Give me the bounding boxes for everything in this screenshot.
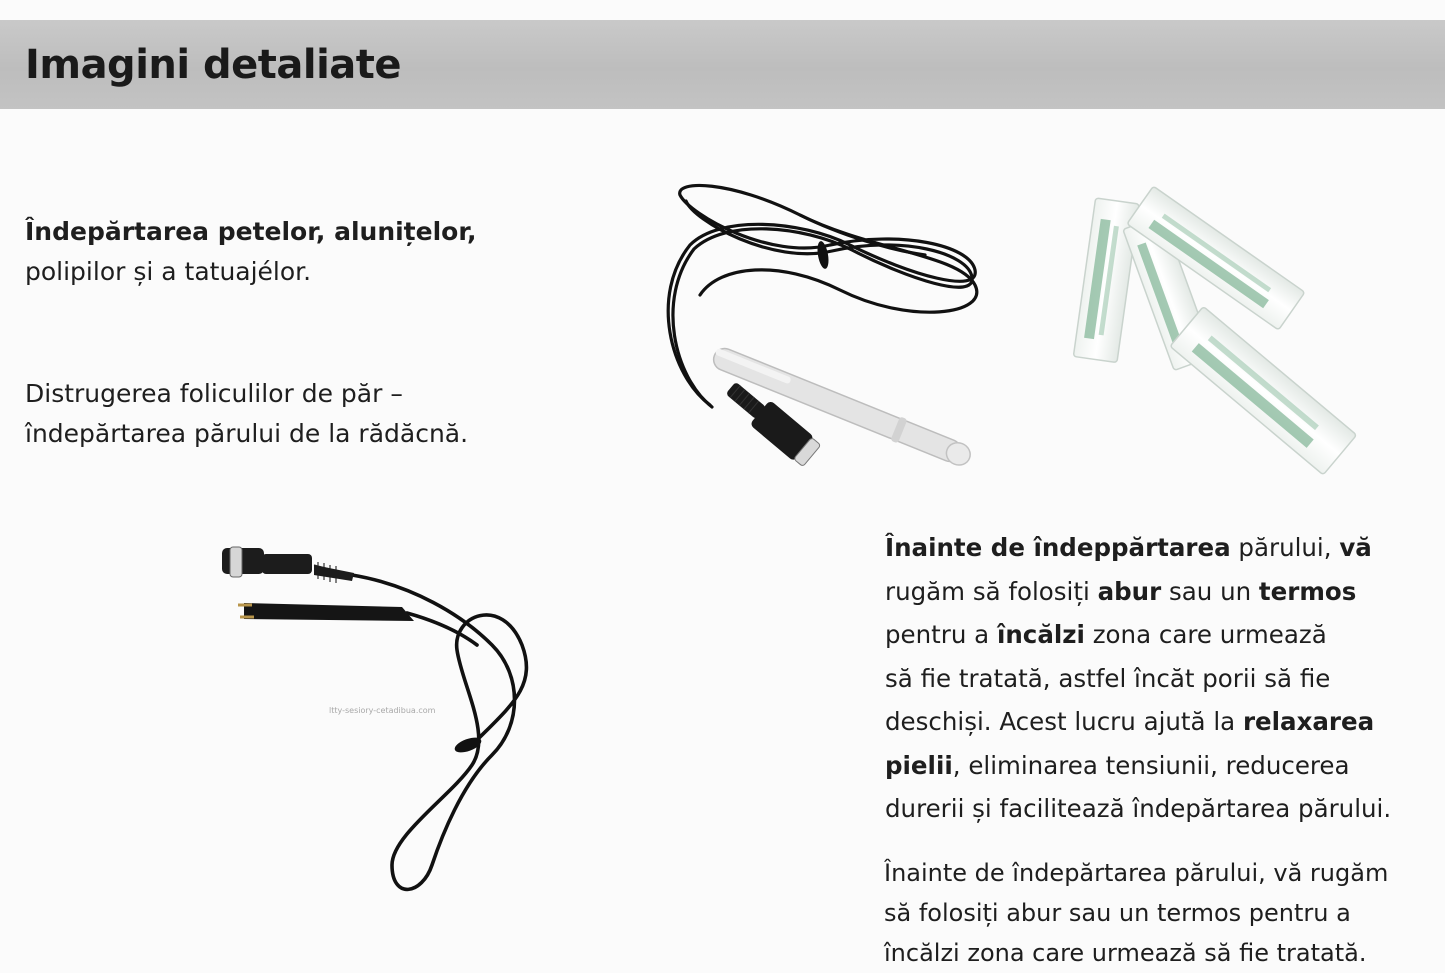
plain-l1: Înainte de îndepărtarea părului, vă rugăm [884, 859, 1389, 887]
section-header [0, 20, 1445, 109]
instructions-block-plain [884, 853, 1424, 973]
instr-l4: să fie tratată, astfel încăt porii să fie [885, 663, 1331, 693]
instr-l5-a: deschiși. Acest lucru ajută la [885, 707, 1243, 736]
instructions-block-bold [885, 526, 1425, 831]
plain-l3: încălzi zona care urmează să fie tratată. [884, 939, 1367, 967]
feature-text-spots-line1: Îndepărtarea petelor, alunițelor, [25, 217, 477, 246]
section-title: Imagini detaliate [25, 42, 402, 88]
instr-l3-a: pentru a [885, 620, 997, 649]
feature-text-follicles-line2: îndepărtarea părului de la rădăcnă. [25, 419, 469, 448]
tweezer-cable-image [222, 535, 542, 905]
instr-l1-b: părului, [1230, 533, 1340, 562]
watermark-text: ltty-sesiory-cetadibua.com [329, 706, 436, 715]
feature-text-follicles [25, 374, 545, 454]
instr-l2-b: abur [1097, 576, 1162, 606]
instr-l2-a: rugăm să folosiți [885, 576, 1098, 606]
feature-text-follicles-line1: Distrugerea foliculilor de păr – [25, 379, 403, 408]
instr-l2-d: termos [1258, 576, 1357, 606]
instr-l7: durerii și facilitează îndepărtarea părului. [885, 794, 1392, 823]
instr-l1-a: Înainte de îndeppărtarea [885, 533, 1231, 562]
instr-l5-b: relaxarea [1242, 707, 1375, 736]
plain-l2: să folosiți abur sau un termos pentru a [884, 899, 1351, 927]
feature-text-spots-line2: polipilor și a tatuajélor. [25, 257, 312, 286]
instr-l3-c: zona care urmează [1084, 620, 1327, 649]
instr-l1-c: vă [1339, 533, 1372, 562]
instr-l6-a: pielii [885, 750, 953, 780]
instr-l6-b: , eliminarea tensiunii, reducerea [952, 750, 1350, 780]
instr-l3-b: încălzi [996, 620, 1085, 649]
probe-cable-image [650, 175, 990, 470]
feature-text-spots [25, 212, 545, 292]
instr-l2-c: sau un [1161, 576, 1259, 606]
needle-sachets-image [1065, 185, 1365, 475]
